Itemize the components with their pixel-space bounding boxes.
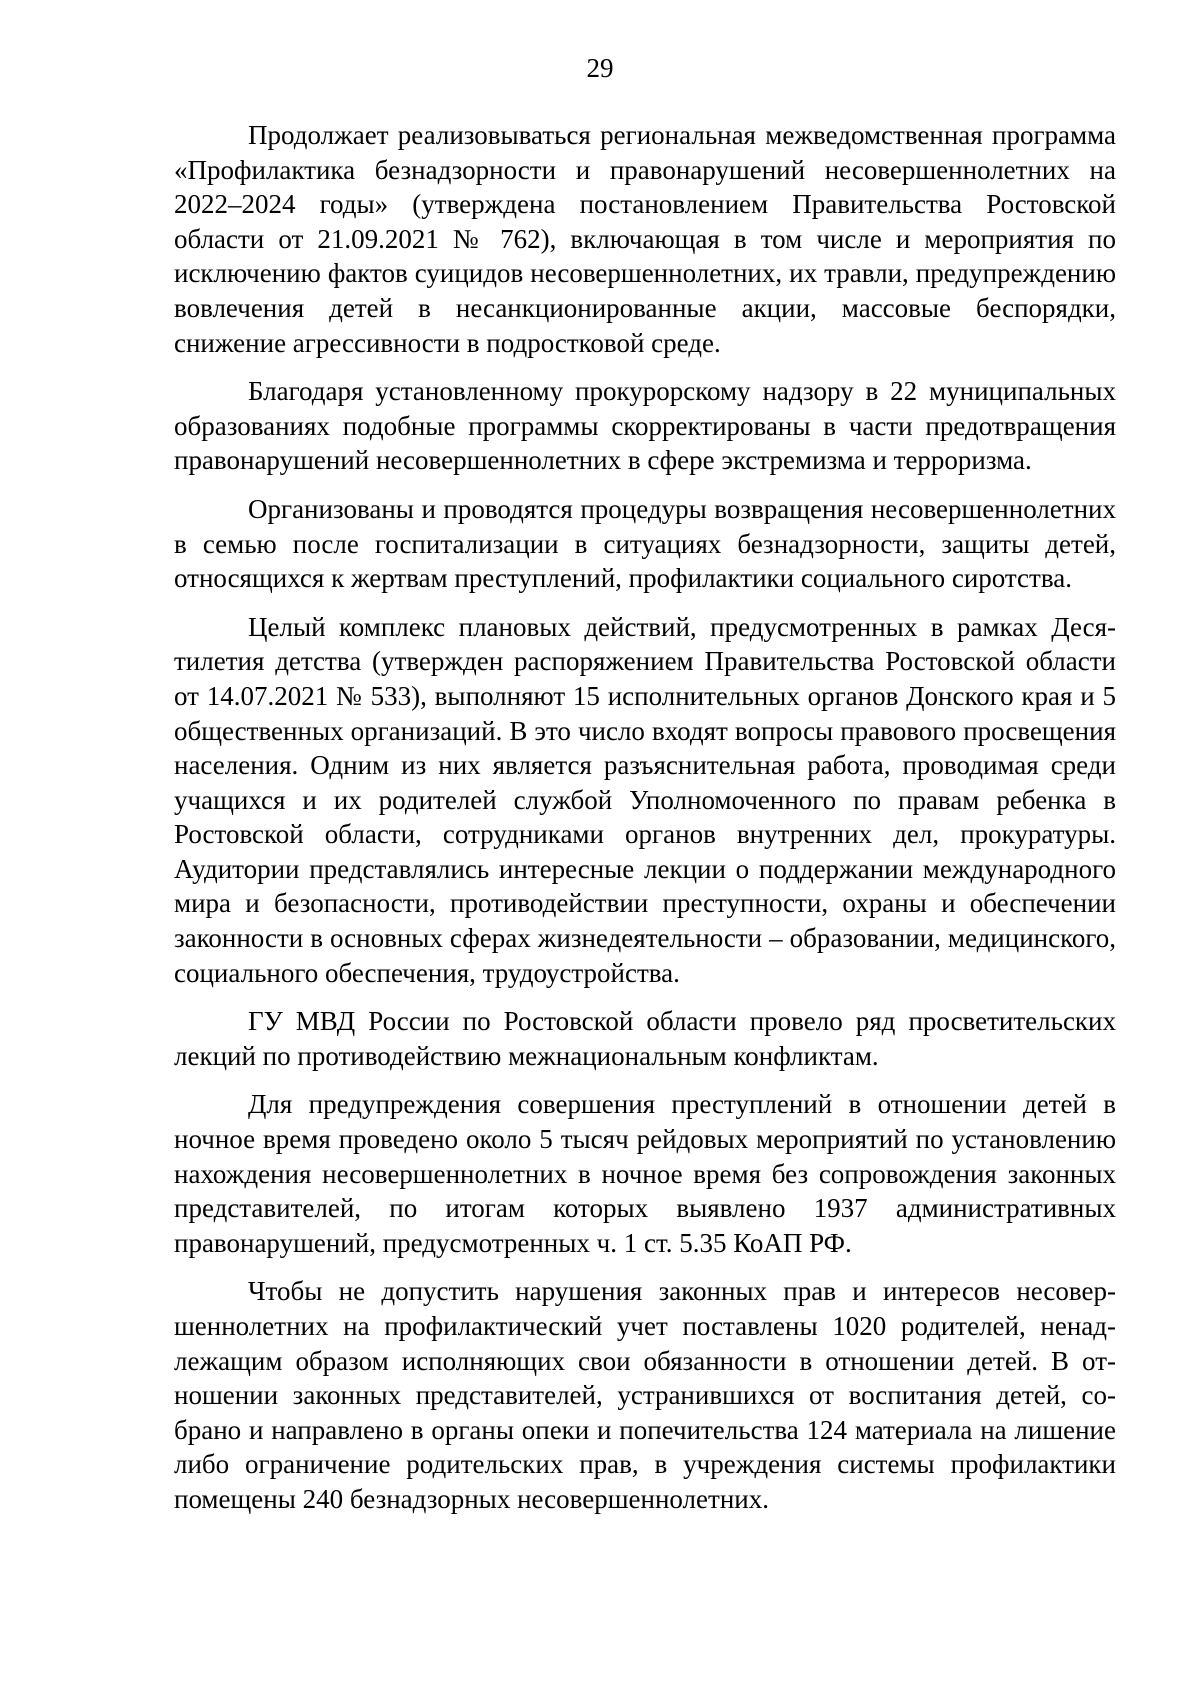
paragraph-mvd-lectures: ГУ МВД России по Ростовской области провело ряд просветительских лекций по противодействию межнациональным конфликтам. [174, 1006, 1116, 1071]
paragraph-parental-registration: Чтобы не допустить нарушения законных прав и интересов несовершеннолетних на профилактический учет поставлены 1020 родителей, ненадлежащим образом исполняющих свои обязанности в отношении детей. В отношении законных представителей, устранившихся от воспитания детей, собрано и направлено в органы опеки и попечительства 124 материала на лишение либо ограничение родительских прав, в учреждения системы профилактики помещены 240 безнадзорных несовершеннолетних. [174, 1276, 1116, 1514]
paragraph-prosecutor-supervision: Благодаря установленному прокурорскому надзору в 22 муниципальных образованиях подобные программы скорректированы в части предотвращения правонарушений несовершеннолетних в сфере экстремизма и терроризма. [174, 376, 1116, 476]
paragraph-return-procedures: Организованы и проводятся процедуры возвращения несовершеннолетних в семью после госпитализации в ситуациях безнадзорности, защиты детей, относящихся к жертвам преступлений, профилактики социального сиротства. [174, 493, 1116, 594]
paragraph-night-raids: Для предупреждения совершения преступлений в отношении детей в ночное время проведено около 5 тысяч рейдовых мероприятий по установлению нахождения несовершеннолетних в ночное время без сопровождения законных представителей, по итогам которых выявлено 1937 административных правонарушений, предусмотренных ч. 1 ст. 5.35 КоАП РФ. [174, 1089, 1116, 1258]
paragraph-regional-program: Продолжает реализовываться региональная межведомственная программа «Профилактика безнадзорности и правонарушений несовершеннолетних на 2022–2024 годы» (утверждена постановлением Правительства Ростовской области от 21.09.2021 № 762), включающая в том числе и мероприятия по исключению фактов суицидов несовершеннолетних, их травли, предупреждению вовлечения детей в несанкционированные акции, массовые беспорядки, снижение агрессивности в подростковой среде. [174, 120, 1116, 358]
document-body [174, 118, 1116, 1531]
paragraph-decade-of-childhood: Целый комплекс плановых действий, предусмотренных в рамках Десятилетия детства (утвержден распоряжением Правительства Ростовской области от 14.07.2021 № 533), выполняют 15 исполнительных органов Донского края и 5 общественных организаций. В это число входят вопросы правового просвещения населения. Одним из них является разъяснительная работа, проводимая среди учащихся и их родителей службой Уполномоченного по правам ребенка в Ростовской области, сотрудниками органов внутренних дел, прокуратуры. Аудитории представлялись интересные лекции о поддержании международного мира и безопасности, противодействии преступности, охраны и обеспечении законности в основных сферах жизнедеятельности – образовании, медицинского, социального обеспечения, трудоустройства. [174, 611, 1116, 988]
page-number: 29 [586, 53, 614, 83]
